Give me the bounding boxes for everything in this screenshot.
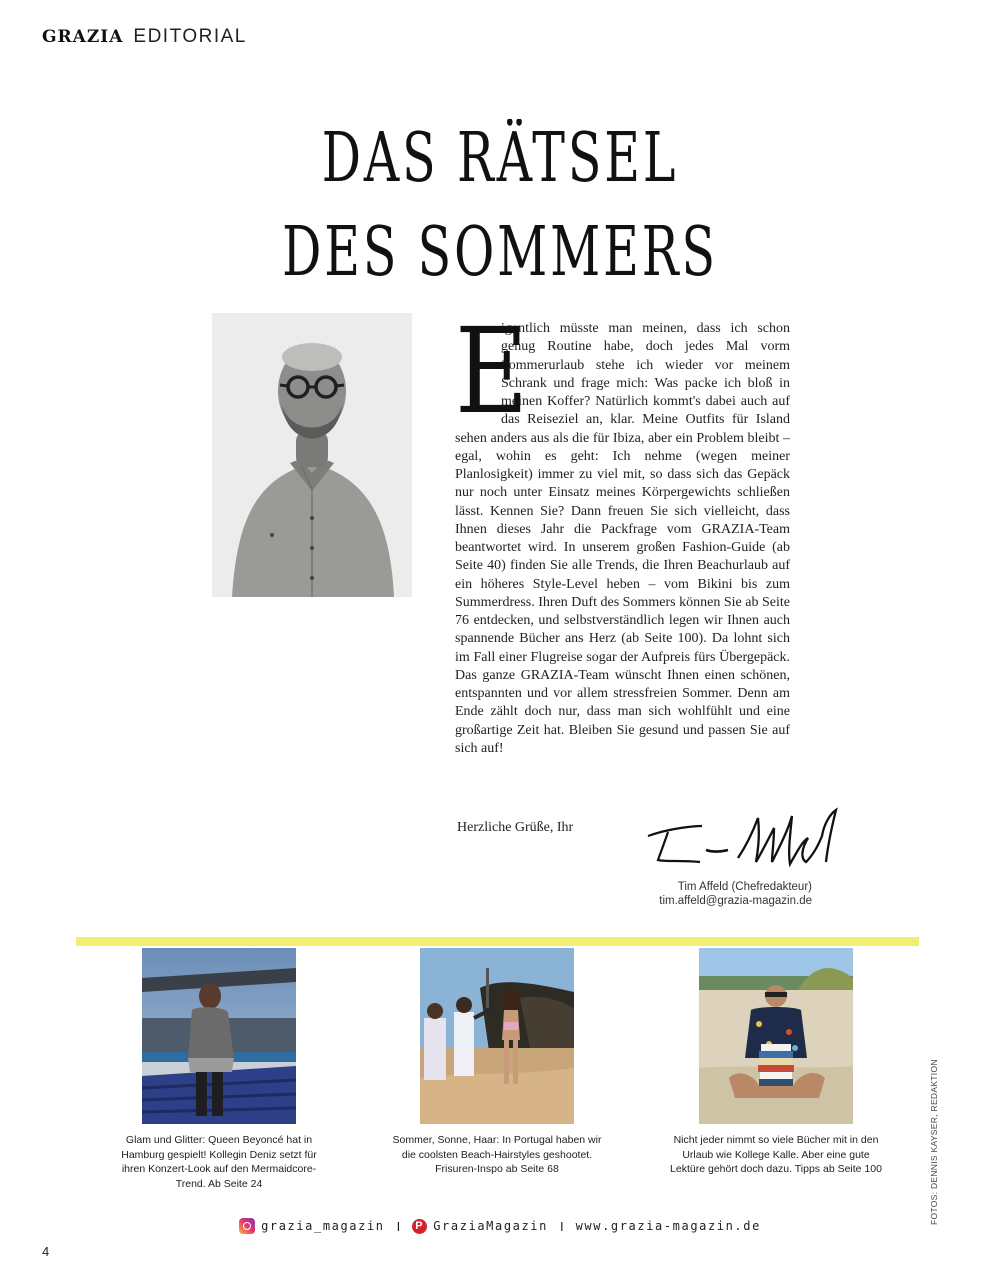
photo-beach-shoot: [420, 948, 574, 1124]
greeting: Herzliche Grüße, Ihr: [457, 820, 574, 835]
photo-credit: [929, 1060, 941, 1225]
website-url: www.grazia-magazin.de: [575, 1219, 761, 1233]
accent-divider: [76, 937, 919, 946]
caption-beach-shoot: Sommer, Sonne, Haar: In Portugal haben wir die coolsten Beach-Hairstyles geshootet. Frisuren-Inspo ab Seite 68: [392, 1134, 602, 1175]
editorial-paragraph: igentlich müsste man meinen, dass ich schon genug Routine habe, doch jedes Mal vorm Sommerurlaub stehe ich wieder vor meinem Schrank und frage mich: Was packe ich bloß in meinen Koffer? Natürlich kommt's dabei auch auf das Reiseziel an, klar. Meine Outfits für Island sehen anders aus als die für Ibiza, aber ein Problem bleibt – egal, wohin es geht: Ich nehme (wegen meiner Planlosigkeit) immer zu viel mit, so dass sich das Gepäck nur noch unter Einsatz meines Körpergewichts schließen lässt. Kennen Sie? Dann freuen Sie sich vielleicht, dass Ihnen dieses Jahr die Packfrage vom GRAZIA-Team beantwortet wird. In unserem großen Fashion-Guide (ab Seite 40) finden Sie alle Trends, die Ihren Beachurlaub auf ein höheres Style-Level heben – vom Bikini bis zum Summerdress. Ihren Duft des Sommers können Sie ab Seite 76 entdecken, und selbstverständlich legen wir Ihnen auch spannende Bücher ans Herz (ab Seite 100). Da lohnt sich im Fall einer Flugreise sogar der Aufpreis fürs Übergepäck. Das ganze GRAZIA-Team wünscht Ihnen einen schönen, entspannten und vor allem stressfreien Sommer. Denn am Ende zählt doch nur, dass man sich wohlfühlt und eine großartige Zeit hat. Bleiben Sie gesund und passen Sie auf sich auf!: [455, 321, 790, 756]
author-name: Tim Affeld (Chefredakteur): [677, 881, 812, 893]
instagram-icon: [239, 1218, 255, 1234]
editor-portrait: [212, 313, 412, 597]
photo-credit-text: FOTOS: DENNIS KAYSER, REDAKTION: [929, 1059, 939, 1225]
caption-concert: Glam und Glitter: Queen Beyoncé hat in Hamburg gespielt! Kollegin Deniz setzt für ihren Konzert-Look auf den Mermaidcore-Trend. Ab Seite 24: [121, 1134, 317, 1190]
photo-concert: [142, 948, 296, 1124]
instagram-link[interactable]: [239, 1218, 385, 1234]
books-photo-illustration: [699, 948, 853, 1124]
footer-separator: I: [559, 1218, 564, 1234]
caption-books: Nicht jeder nimmt so viele Bücher mit in den Urlaub wie Kollege Kalle. Aber eine gute Lektüre gehört doch dazu. Tipps ab Seite 100: [670, 1134, 882, 1175]
brand-logo: GRAZIA: [42, 27, 124, 47]
beach-photo-illustration: [420, 948, 574, 1124]
portrait-illustration: [212, 313, 412, 597]
concert-photo-illustration: [142, 948, 296, 1124]
author-email[interactable]: tim.affeld@grazia-magazin.de: [659, 895, 812, 907]
website-link[interactable]: [576, 1219, 761, 1233]
social-footer: [0, 1218, 1000, 1234]
pinterest-icon: P: [412, 1219, 427, 1234]
page-title: [140, 112, 860, 300]
section-label: EDITORIAL: [133, 26, 247, 47]
title-line-1: DAS RÄTSEL: [321, 119, 679, 198]
footer-separator: I: [396, 1218, 401, 1234]
signature-image: [640, 806, 855, 874]
pinterest-link[interactable]: [412, 1219, 548, 1234]
masthead: [42, 26, 247, 48]
title-line-2: DES SOMMERS: [282, 213, 718, 292]
page-number: 4: [42, 1244, 50, 1259]
drop-cap: E: [455, 302, 529, 440]
photo-books: [699, 948, 853, 1124]
pinterest-handle: GraziaMagazin: [433, 1219, 548, 1233]
editorial-body: [455, 302, 790, 758]
instagram-handle: grazia_magazin: [261, 1219, 385, 1233]
